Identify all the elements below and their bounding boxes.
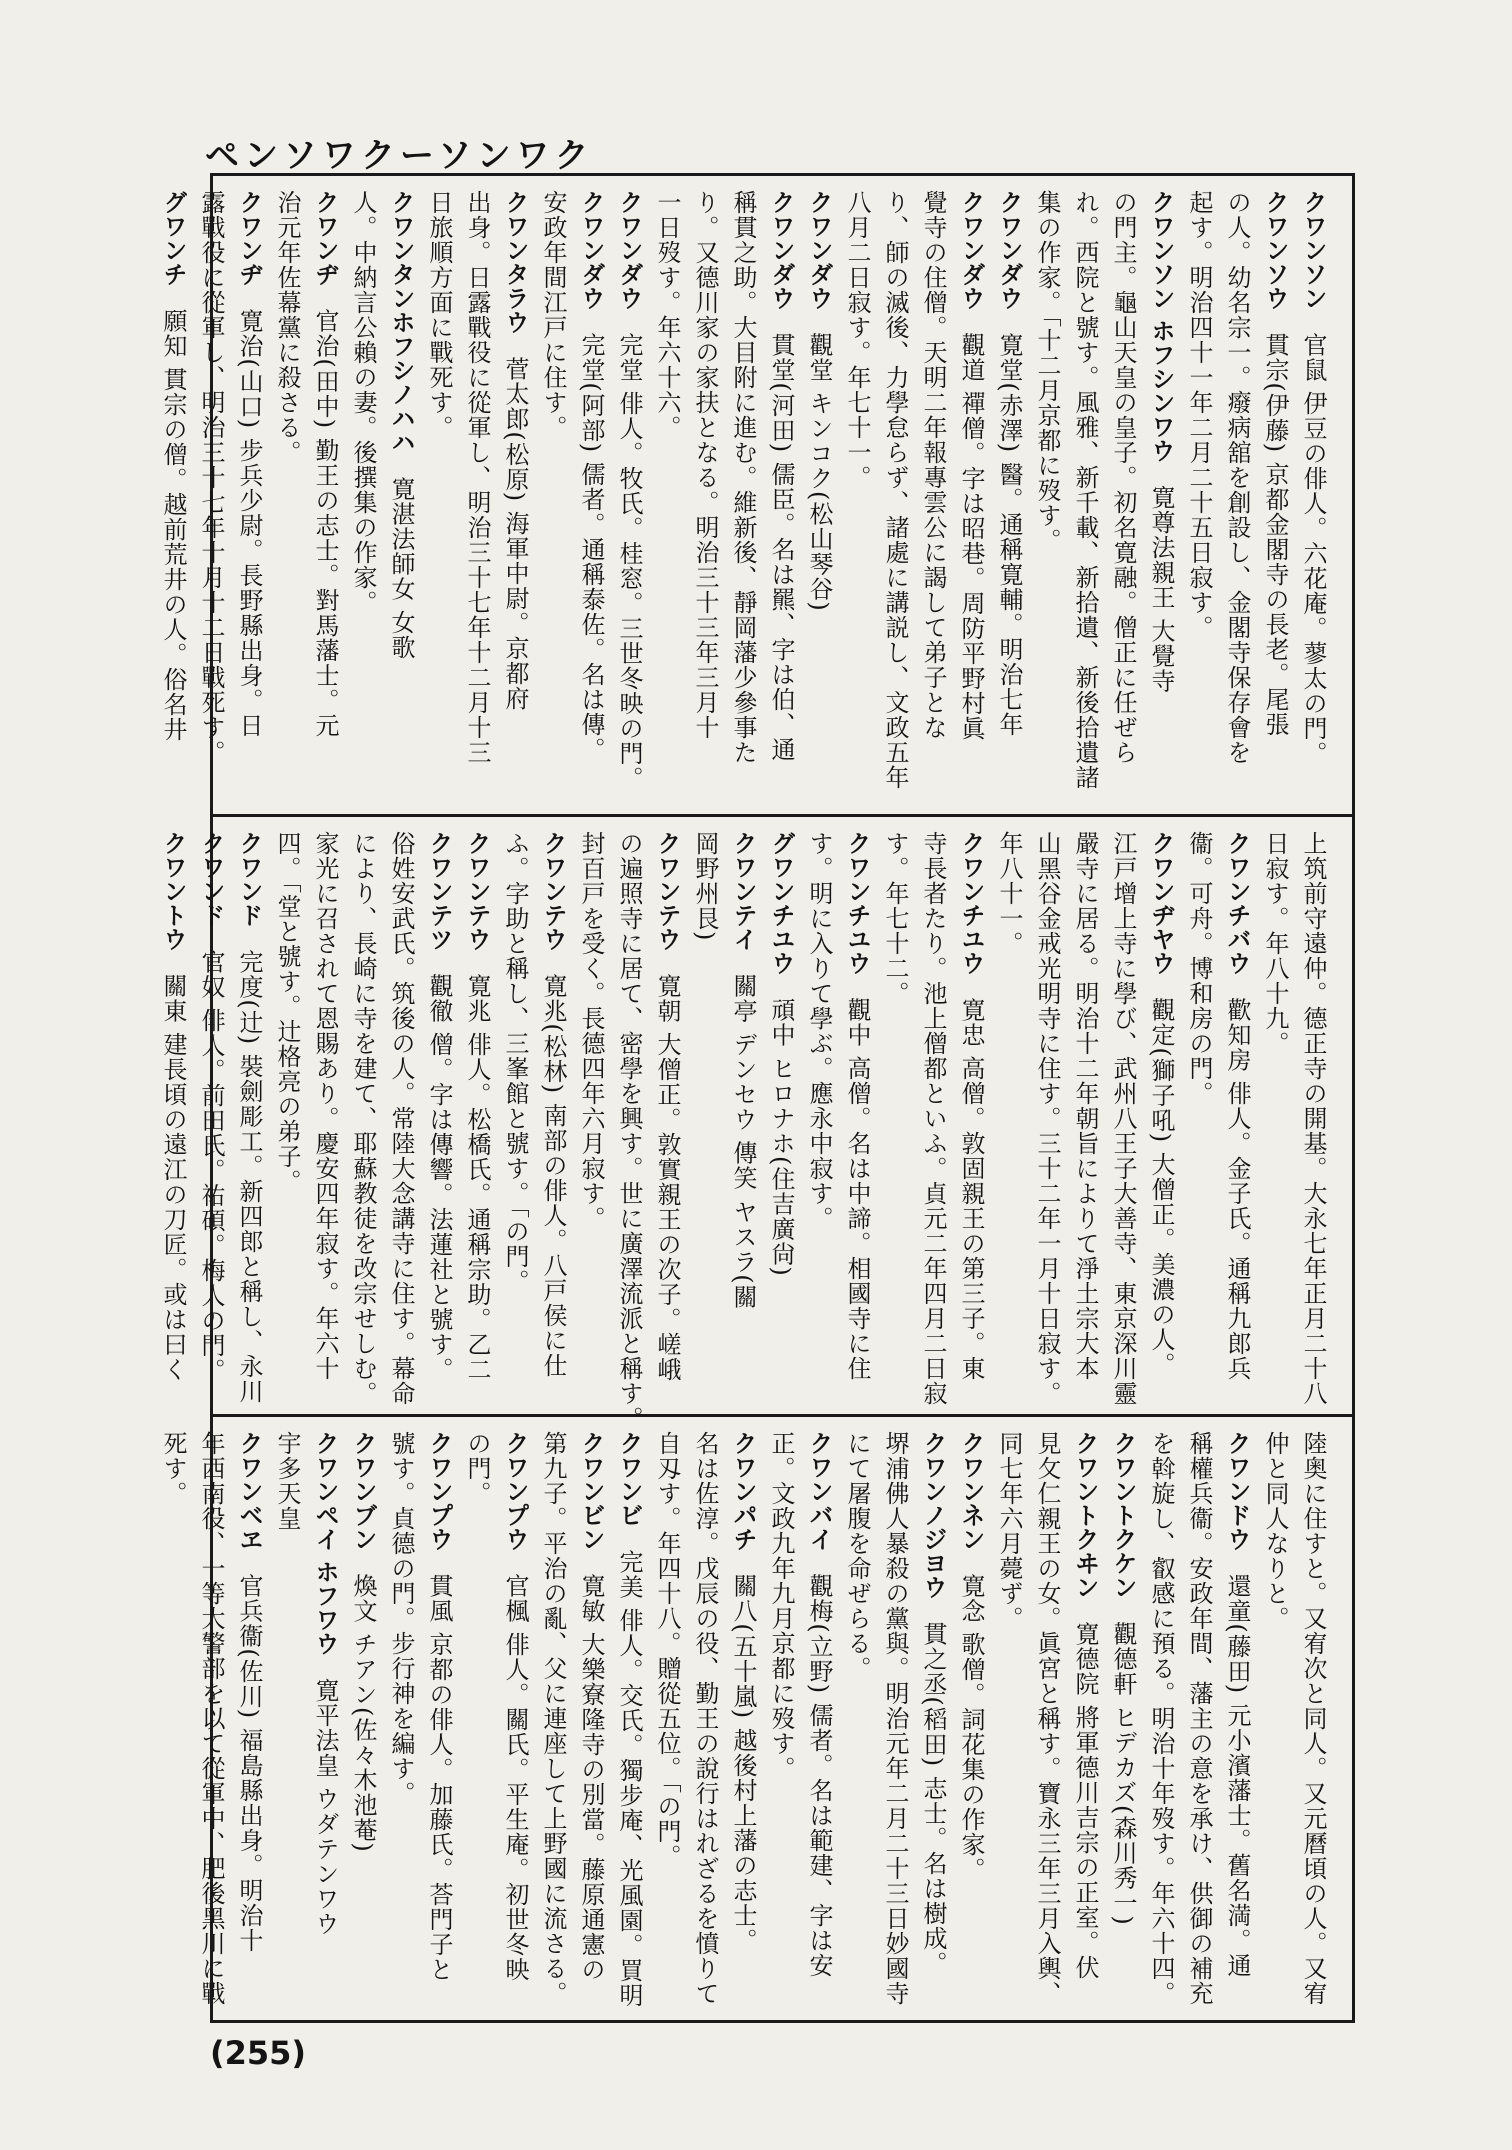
entry-column: の門。 bbox=[463, 1431, 491, 1506]
entry-column: クワンダウ 完堂(阿部) 儒者。通稱泰佐。名は傳。 bbox=[577, 190, 605, 762]
entry-column: クワンヂヤウ 觀定(獅子吼) 大僧正。美濃の人。 bbox=[1147, 831, 1175, 1377]
entry-column: 出身。日露戰役に從軍し、明治三十七年十二月十三 bbox=[463, 190, 491, 765]
entry-column: クワンドウ 還童(藤田) 元小濱藩士。舊名満。通 bbox=[1223, 1431, 1251, 1978]
entry-column: クワンダウ 寛堂(赤澤) 醫。通稱寛輔。明治七年 bbox=[995, 190, 1023, 737]
entry-column: の人。幼名宗一。癈病舘を創設し、金閣寺保存會を bbox=[1223, 190, 1251, 765]
entry-column: クワンプウ 官楓 俳人。關氏。平生庵。初世冬映 bbox=[501, 1431, 529, 1982]
entry-column: ふ。字助と稱し、三峯館と號す。「の門。 bbox=[501, 831, 529, 1294]
entry-column: クワンネン 寛念 歌僧。詞花集の作家。 bbox=[957, 1431, 985, 1882]
entry-column: り、師の滅後、力學怠らず、諸處に講説し、文政五年 bbox=[881, 190, 909, 790]
entry-column: クワンブン 煥文 チアン(佐々木池菴) bbox=[349, 1431, 377, 1853]
entry-column: 岡野州艮) bbox=[691, 831, 719, 942]
entry-column: 俗姓安武氏。筑後の人。常陸大念講寺に住す。幕命 bbox=[387, 831, 415, 1406]
entry-column: 封百戸を受く。長德四年六月寂す。 bbox=[577, 831, 605, 1231]
entry-column: り。又德川家の家扶となる。明治三十三年三月十 bbox=[691, 190, 719, 740]
entries-frame bbox=[159, 173, 1355, 2023]
entry-column: 第九子。平治の亂、父に連座して上野國に流さる。 bbox=[539, 1431, 567, 2006]
entry-column: クワンペイ ホフワウ 寛平法皇 ウダテンワウ bbox=[311, 1431, 339, 1937]
entry-column: クワンテウ 寛朝 大僧正。敦實親王の次子。嵯峨 bbox=[653, 831, 681, 1382]
entry-column: 寺長者たり。池上僧都といふ。貞元二年四月二日寂 bbox=[919, 831, 947, 1406]
entry-column: クワンテウ 寛兆(松林) 南部の俳人。八戸侯に仕 bbox=[539, 831, 567, 1378]
entry-column: 覺寺の住僧。天明二年報專雲公に謁して弟子とな bbox=[919, 190, 947, 740]
entry-column: す。年七十二。 bbox=[881, 831, 909, 1006]
entry-column: クワントウ 關東 建長頃の遠江の刀匠。或は曰く bbox=[159, 831, 187, 1382]
entry-column: クワンチバウ 歡知房 俳人。金子氏。通稱九郎兵 bbox=[1223, 831, 1251, 1381]
entry-column: クワントクケン 觀德軒 ヒデカズ(森川秀一) bbox=[1109, 1431, 1137, 1926]
entry-column: 正。文政九年九月京都に歿す。 bbox=[767, 1431, 795, 1781]
entry-column: クワンソン 官鼠 伊豆の俳人。六花庵。蓼太の門。 bbox=[1299, 190, 1327, 766]
entry-column: クワンビ 完美 俳人。交氏。獨步庵、光風園。買明 bbox=[615, 1431, 643, 2008]
entry-column: 衞。可舟。博和房の門。 bbox=[1185, 831, 1213, 1106]
entry-column: クワンノジヨウ 貫之丞(稻田) 志士。名は樹成。 bbox=[919, 1431, 947, 1976]
entry-column: クワンベヱ 官兵衞(佐川) 福島縣出身。明治十 bbox=[235, 1431, 263, 1953]
entry-column: 自刄す。年四十八。贈從五位。「の門。 bbox=[653, 1431, 681, 1869]
entry-column: クワンソウ 貫宗(伊藤) 京都金閣寺の長老。尾張 bbox=[1261, 190, 1289, 737]
entry-column: 名は佐淳。戊辰の役、勤王の說行はれざるを憤りて bbox=[691, 1431, 719, 2006]
entry-column: により、長崎に寺を建て、耶蘇教徒を改宗せしむ。 bbox=[349, 831, 377, 1406]
running-header: ペンソワクーソンワク bbox=[205, 136, 594, 176]
tier-top-columns bbox=[159, 190, 1332, 800]
entry-column: 起す。明治四十一年二月二十五日寂す。 bbox=[1185, 190, 1213, 640]
tier-middle-columns bbox=[159, 831, 1332, 1431]
entry-column: クワンダウ 完堂 俳人。牧氏。桂窓。三世冬映の門。 bbox=[615, 190, 643, 791]
entry-column: 治元年佐幕黨に殺さる。 bbox=[273, 190, 301, 465]
entry-column: クワンヂ 官治(田中) 勤王の志士。對馬藩士。元 bbox=[311, 190, 339, 738]
page-number: (255) bbox=[210, 2034, 307, 2072]
entry-column: 仲と同人なりと。 bbox=[1261, 1431, 1289, 1631]
entry-column: 八月二日寂す。年七十一。 bbox=[843, 190, 871, 490]
entry-column: 江戸增上寺に學び、武州八王子大善寺、東京深川靈 bbox=[1109, 831, 1137, 1406]
entry-column: にて屠腹を命ぜらる。 bbox=[843, 1431, 871, 1681]
entry-column: グワンチ 願知 貫宗の僧。越前荒井の人。俗名井 bbox=[159, 190, 187, 742]
entry-column: クワンタンホフシノハハ 寛湛法師女 女歌 bbox=[387, 190, 415, 660]
entry-column: 露戰役に從軍し、明治三十七年十月十二日戰死す。 bbox=[197, 190, 225, 765]
entry-column: クワンテツ 觀徹 僧。字は傳響。法蓮社と號す。 bbox=[425, 831, 453, 1382]
entry-column: 一日歿す。年六十六。 bbox=[653, 190, 681, 440]
entry-column: クワンビン 寛敏 大樂寮隆寺の別當。藤原通憲の bbox=[577, 1431, 605, 1982]
entry-column: クワンダウ 貫堂(河田) 儒臣。名は羆、字は伯、通 bbox=[767, 190, 795, 762]
entry-column: クワンテイ 關亭 デンセウ 傳笑 ヤスラ(關 bbox=[729, 831, 757, 1310]
entry-column: 家光に召されて恩賜あり。慶安四年寂す。年六十 bbox=[311, 831, 339, 1381]
entry-column: クワンソン ホフシンワウ 寛尊法親王 大覺寺 bbox=[1147, 190, 1175, 694]
entry-column: 堺浦佛人暴殺の黨與。明治元年二月二十三日妙國寺 bbox=[881, 1431, 909, 2006]
entry-column: 日旅順方面に戰死す。 bbox=[425, 190, 453, 440]
entry-column: 山黑谷金戒光明寺に住す。三十二年一月十日寂す。 bbox=[1033, 831, 1061, 1406]
entry-column: れ。西院と號す。風雅、新千載、新拾遺、新後拾遺諸 bbox=[1071, 190, 1099, 790]
entry-column: 集の作家。「十二月京都に歿す。 bbox=[1033, 190, 1061, 553]
entry-column: クワンチユウ 觀中 高僧。名は中諦。相國寺に住 bbox=[843, 831, 871, 1381]
entry-column: 稱貫之助。大目附に進む。維新後、靜岡藩少參事た bbox=[729, 190, 757, 765]
entry-column: 四。「堂と號す。辻格亮の弟子。 bbox=[273, 831, 301, 1194]
entry-column: の遍照寺に居て、密學を興す。世に廣澤流派と稱す。 bbox=[615, 831, 643, 1431]
entry-column: クワンプウ 貫風 京都の俳人。加藤氏。荅門子と bbox=[425, 1431, 453, 1982]
entry-column: クワンダウ 觀堂 キンコク(松山琴谷) bbox=[805, 190, 833, 612]
entry-column: 日寂す。年八十九。 bbox=[1261, 831, 1289, 1056]
entry-column: 見攵仁親王の女。眞宮と稱す。寶永三年三月入輿、 bbox=[1033, 1431, 1061, 2006]
entry-column: クワンチユウ 寛忠 高僧。敦固親王の第三子。東 bbox=[957, 831, 985, 1381]
entry-column: クワンダウ 觀道 禪僧。字は昭巷。周防平野村眞 bbox=[957, 190, 985, 741]
tier-top bbox=[159, 176, 1352, 814]
tier-bottom bbox=[159, 1414, 1352, 2020]
entry-column: クワンヂ 寛治(山口) 步兵少尉。長野縣出身。日 bbox=[235, 190, 263, 738]
entry-column: 嚴寺に居る。明治十二年朝旨によりて淨土宗大本 bbox=[1071, 831, 1099, 1381]
entry-column: 同七年六月薨ず。 bbox=[995, 1431, 1023, 1631]
entry-column: 死す。 bbox=[159, 1431, 187, 1506]
entry-column: の門主。龜山天皇の皇子。初名寛融。僧正に任ぜら bbox=[1109, 190, 1137, 765]
tier-bottom-columns bbox=[159, 1431, 1332, 2008]
entry-column: 陸奥に住すと。又宥次と同人。又元曆頃の人。又宥 bbox=[1299, 1431, 1327, 2006]
tier-middle bbox=[159, 814, 1352, 1431]
entry-column: 稱權兵衞。安政年間、藩主の意を承け、供御の補充 bbox=[1185, 1431, 1213, 2006]
entry-column: クワンパチ 關八(五十嵐) 越後村上藩の志士。 bbox=[729, 1431, 757, 1953]
entry-column: クワンバイ 觀梅(立野) 儒者。名は範建、字は安 bbox=[805, 1431, 833, 1978]
entry-column: 年西南役、一等大警部を以て從軍中、肥後黑川に戰 bbox=[197, 1431, 225, 2006]
entry-column: 宇多天皇 bbox=[273, 1431, 301, 1531]
entry-column: 上筑前守遠仲。德正寺の開基。大永七年正月二十八 bbox=[1299, 831, 1327, 1406]
entry-column: 號す。貞德の門。步行神を編す。 bbox=[387, 1431, 415, 1806]
entry-column: クワンド 完度(辻) 裝劍彫工。新四郎と稱し、永川 bbox=[235, 831, 263, 1404]
entry-column: クワンタラウ 菅太郎(松原) 海軍中尉。京都府 bbox=[501, 190, 529, 711]
entry-column: グワンチユウ 頑中 ヒロナホ(住吉廣尙) bbox=[767, 831, 795, 1277]
entry-column: 安政年間江戸に住す。 bbox=[539, 190, 567, 440]
entry-column: 年八十一。 bbox=[995, 831, 1023, 956]
entry-column: クワントクヰン 寛德院 將軍德川吉宗の正室。伏 bbox=[1071, 1431, 1099, 1980]
entry-column: クワンド 官奴 俳人。前田氏。祐碩。梅人の門。 bbox=[197, 831, 225, 1383]
entry-column: 人。中納言公賴の妻。後撰集の作家。 bbox=[349, 190, 377, 615]
entry-column: クワンテウ 寛兆 俳人。松橋氏。通稱宗助。乙二 bbox=[463, 831, 491, 1382]
entry-column: す。明に入りて學ぶ。應永中寂す。 bbox=[805, 831, 833, 1231]
entry-column: を斡旋し、叡感に預る。明治十年歿す。年六十四。 bbox=[1147, 1431, 1175, 2006]
